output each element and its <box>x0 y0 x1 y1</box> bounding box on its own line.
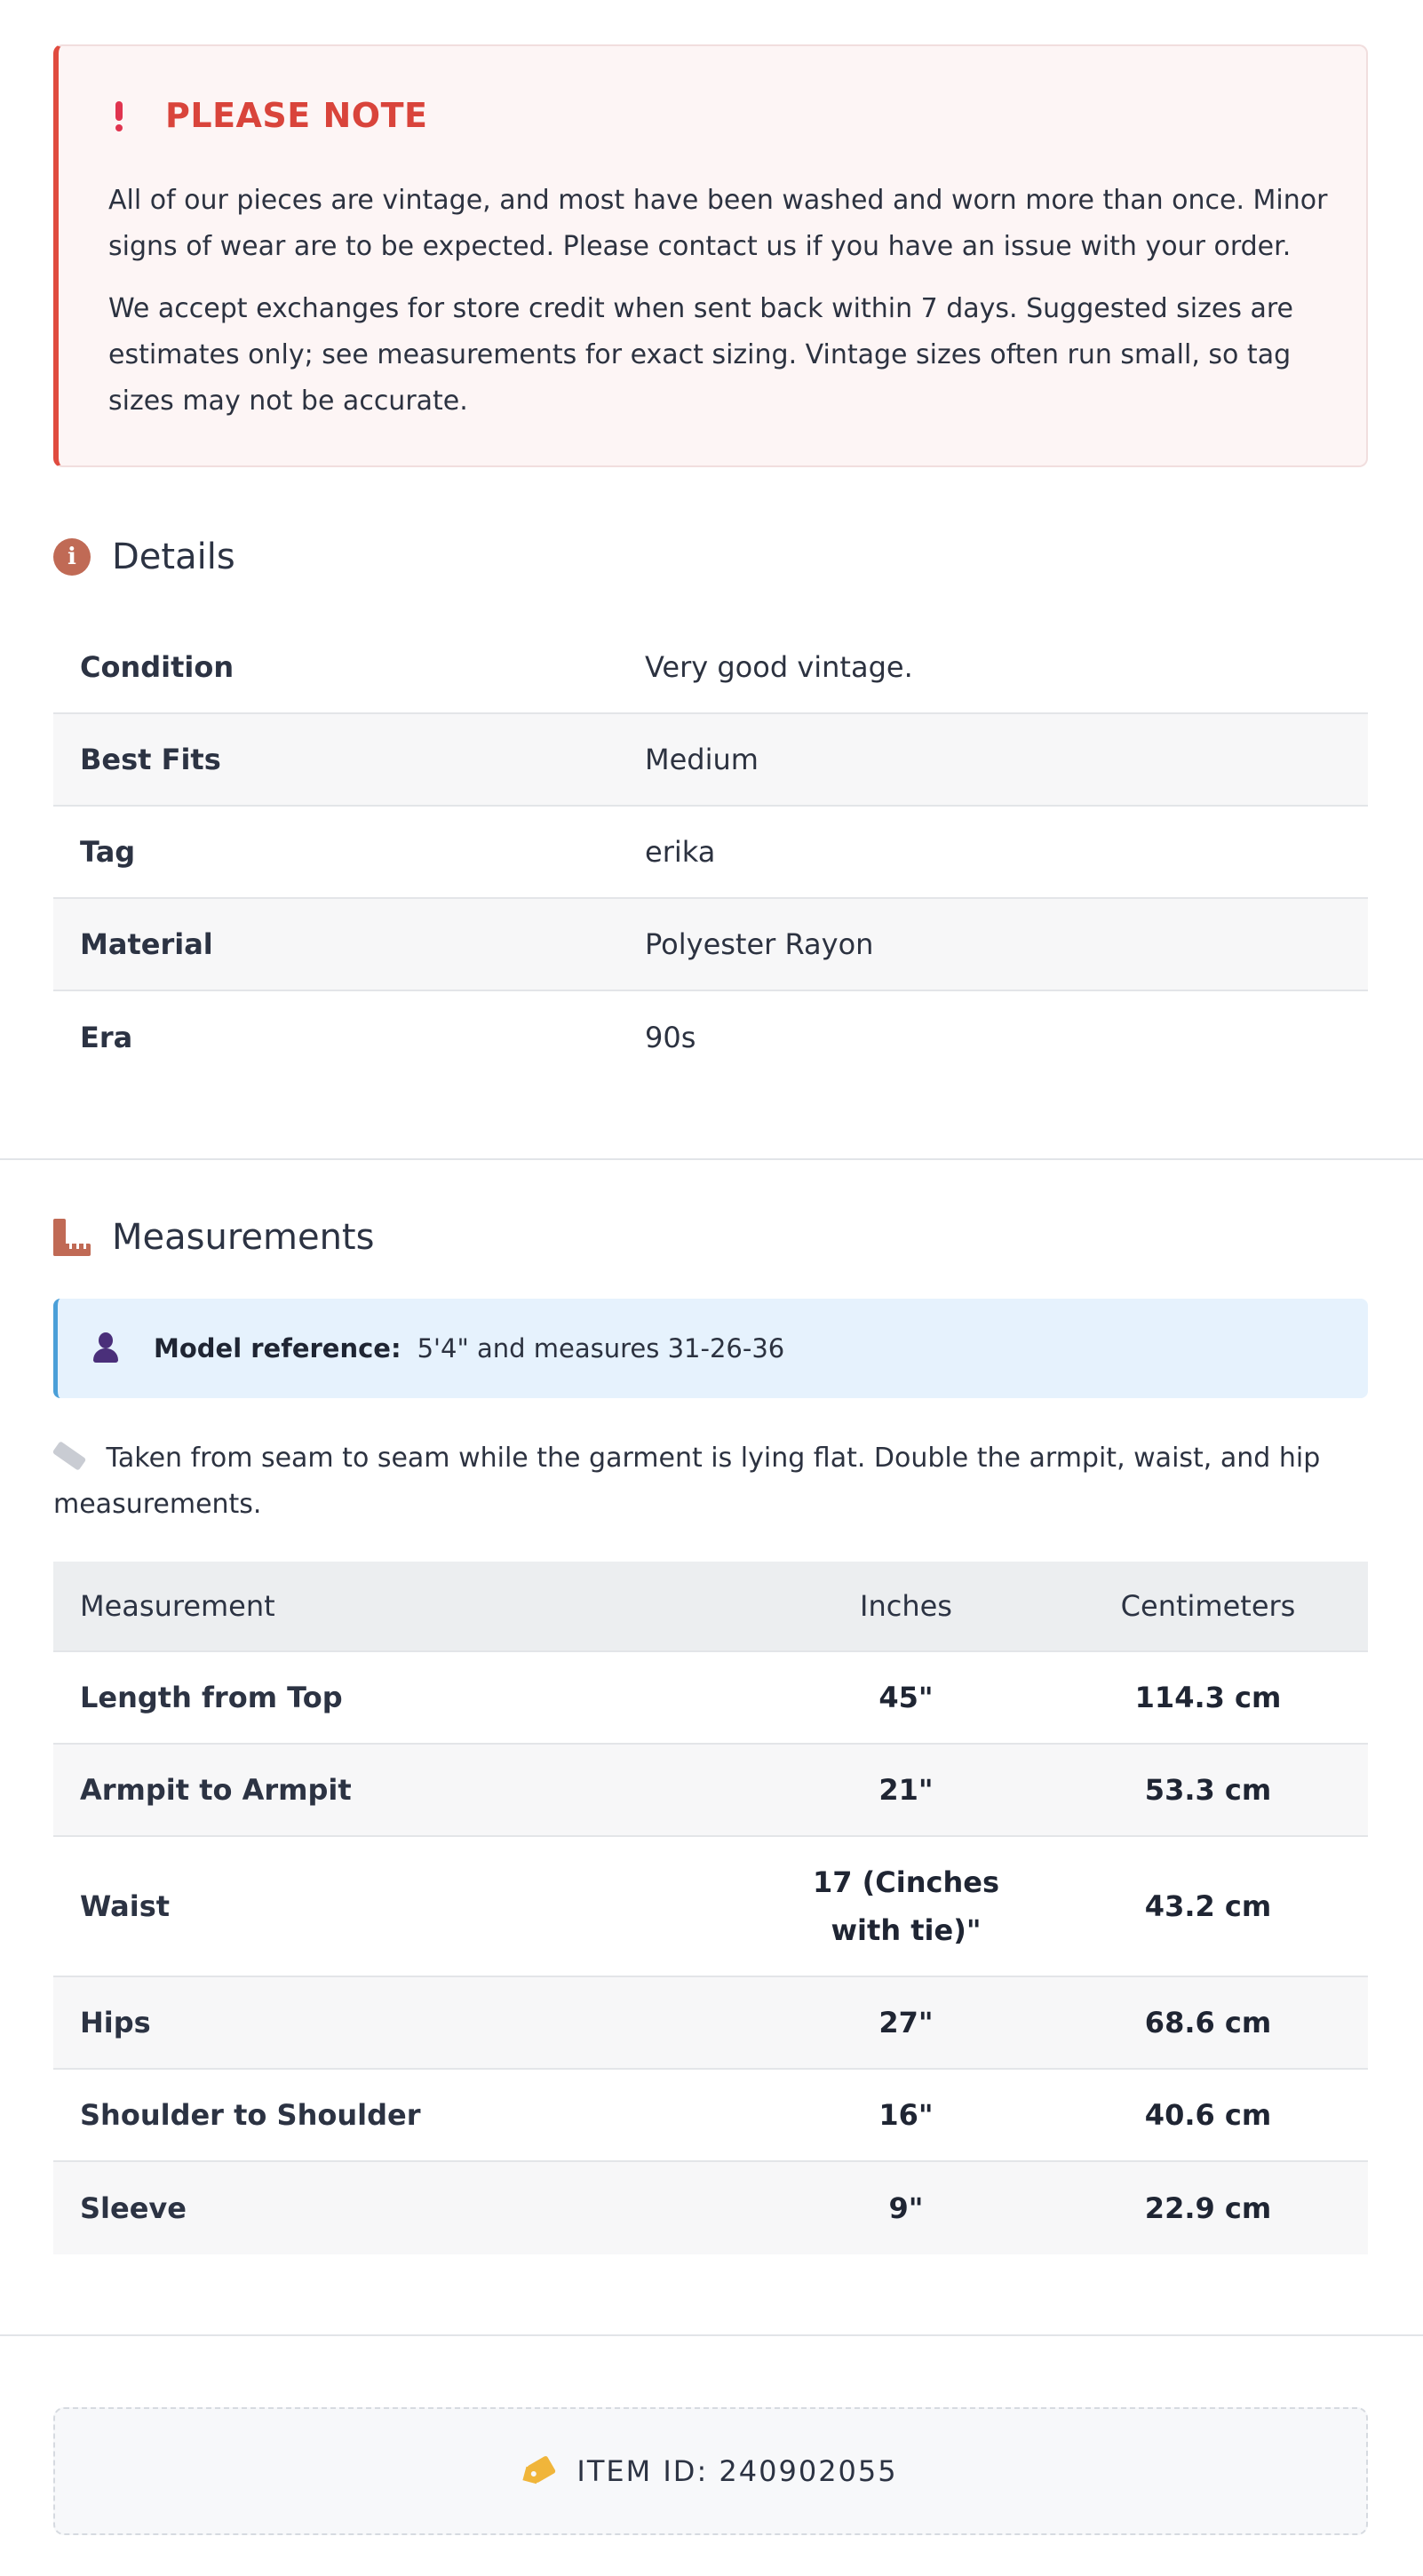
item-id-box <box>53 2407 1368 2535</box>
details-value: erika <box>645 835 716 869</box>
measurement-cm: 53.3 cm <box>1144 1773 1272 1807</box>
info-icon: i <box>53 538 91 576</box>
measurement-inches: 21" <box>878 1773 934 1807</box>
please-note-paragraph: All of our pieces are vintage, and most have been washed and worn more than once. Minor signs of wear are to be expected. Please contact us if you have an issue with your order. <box>108 185 1328 262</box>
please-note-card <box>53 44 1368 467</box>
please-note-paragraph: We accept exchanges for store credit when sent back within 7 days. Suggested sizes are estimates only; see measurements for exact sizing. Vintage sizes often run small, so tag sizes may not be accurate. <box>108 293 1294 417</box>
measurement-inches: 16" <box>878 2098 934 2132</box>
details-key: Condition <box>80 650 235 684</box>
details-row <box>53 714 1368 807</box>
details-key: Tag <box>80 835 136 869</box>
please-note-body <box>108 178 1343 441</box>
details-key: Best Fits <box>80 743 221 776</box>
details-title: Details <box>112 537 235 577</box>
measurement-name: Shoulder to Shoulder <box>80 2098 421 2132</box>
measurement-note-text: Taken from seam to seam while the garment is lying flat. Double the armpit, waist, and hip measurements. <box>53 1443 1321 1520</box>
measurement-name: Waist <box>80 1889 171 1923</box>
measurement-name: Sleeve <box>80 2191 187 2225</box>
measurement-row <box>53 1652 1368 1745</box>
measurements-heading <box>53 1217 374 1258</box>
measurement-inches: 9" <box>888 2191 924 2225</box>
details-value: Very good vintage. <box>645 650 913 684</box>
measurement-cm: 40.6 cm <box>1144 2098 1272 2132</box>
measurement-cm: 43.2 cm <box>1144 1889 1272 1923</box>
model-reference-callout <box>53 1299 1368 1398</box>
measurements-table <box>53 1562 1368 2254</box>
measurement-inches: 27" <box>878 2006 934 2039</box>
measurement-name: Hips <box>80 2006 151 2039</box>
measurement-inches: 17 (Cinches with tie)" <box>812 1865 1000 1947</box>
please-note-title: PLEASE NOTE <box>165 96 428 135</box>
item-id-label: ITEM ID: 240902055 <box>576 2454 898 2488</box>
details-key: Era <box>80 1021 133 1054</box>
details-row <box>53 899 1368 991</box>
column-header: Centimeters <box>1120 1589 1296 1623</box>
measurement-inches: 45" <box>878 1681 934 1714</box>
details-value: 90s <box>645 1021 696 1054</box>
details-value: Polyester Rayon <box>645 927 874 961</box>
measurement-cm: 68.6 cm <box>1144 2006 1272 2039</box>
section-divider <box>0 1158 1423 1160</box>
details-key: Material <box>80 927 213 961</box>
measurement-row <box>53 1745 1368 1837</box>
details-row <box>53 622 1368 714</box>
details-heading <box>53 537 235 577</box>
details-row <box>53 991 1368 1084</box>
measurement-row <box>53 1977 1368 2070</box>
details-value: Medium <box>645 743 759 776</box>
measurement-note <box>53 1435 1350 1528</box>
measurement-row <box>53 2070 1368 2162</box>
measurement-row <box>53 1837 1368 1977</box>
measurement-row <box>53 2162 1368 2254</box>
section-divider <box>0 2334 1423 2336</box>
exclamation-icon <box>110 98 128 133</box>
tag-icon <box>521 2455 556 2487</box>
measurements-header-row <box>53 1562 1368 1652</box>
column-header: Measurement <box>80 1589 275 1623</box>
measurement-name: Length from Top <box>80 1681 343 1714</box>
model-reference-label: Model reference: <box>154 1333 401 1364</box>
please-note-header <box>110 96 427 135</box>
measurement-cm: 22.9 cm <box>1144 2191 1272 2225</box>
details-table <box>53 622 1368 1084</box>
measurement-name: Armpit to Armpit <box>80 1773 352 1807</box>
person-icon <box>91 1332 120 1364</box>
details-row <box>53 807 1368 899</box>
ruler-small-icon <box>52 1441 87 1471</box>
model-reference-value: 5'4" and measures 31-26-36 <box>417 1333 785 1364</box>
measurement-cm: 114.3 cm <box>1134 1681 1282 1714</box>
measurements-title: Measurements <box>112 1217 375 1258</box>
ruler-icon <box>53 1219 91 1256</box>
column-header: Inches <box>860 1589 952 1623</box>
